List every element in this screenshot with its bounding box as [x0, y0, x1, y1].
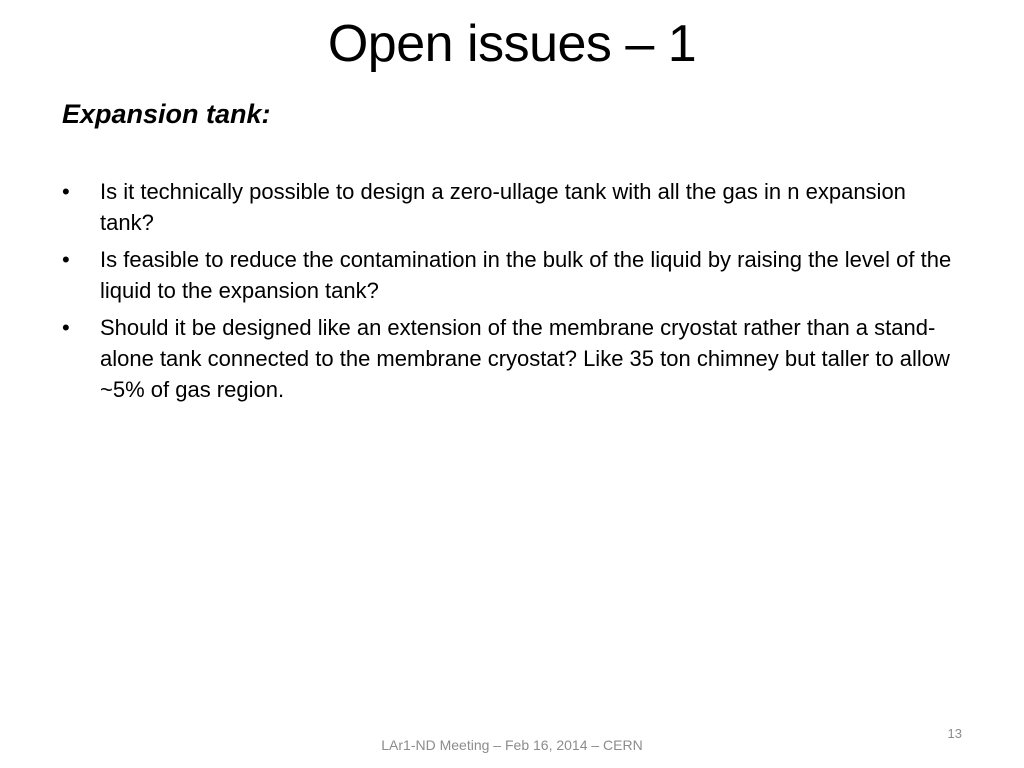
bullet-item	[62, 312, 962, 405]
bullet-icon: •	[62, 179, 70, 204]
bullet-text: Is it technically possible to design a zero-ullage tank with all the gas in n expansion tank?	[100, 179, 906, 235]
page-number: 13	[947, 726, 962, 741]
bullet-item	[62, 176, 962, 238]
bullet-list	[62, 176, 962, 411]
bullet-text: Is feasible to reduce the contamination in the bulk of the liquid by raising the level of the liquid to the expansion tank?	[100, 247, 952, 303]
section-heading: Expansion tank:	[62, 99, 271, 129]
bullet-text: Should it be designed like an extension of the membrane cryostat rather than a stand-alone tank connected to the membrane cryostat? Like 35 ton chimney but taller to allow ~5% of gas region.	[100, 315, 950, 402]
slide-footer: LAr1-ND Meeting – Feb 16, 2014 – CERN	[381, 737, 643, 753]
bullet-icon: •	[62, 315, 70, 340]
bullet-item	[62, 244, 962, 306]
slide-title: Open issues – 1	[327, 15, 697, 73]
bullet-icon: •	[62, 247, 70, 272]
